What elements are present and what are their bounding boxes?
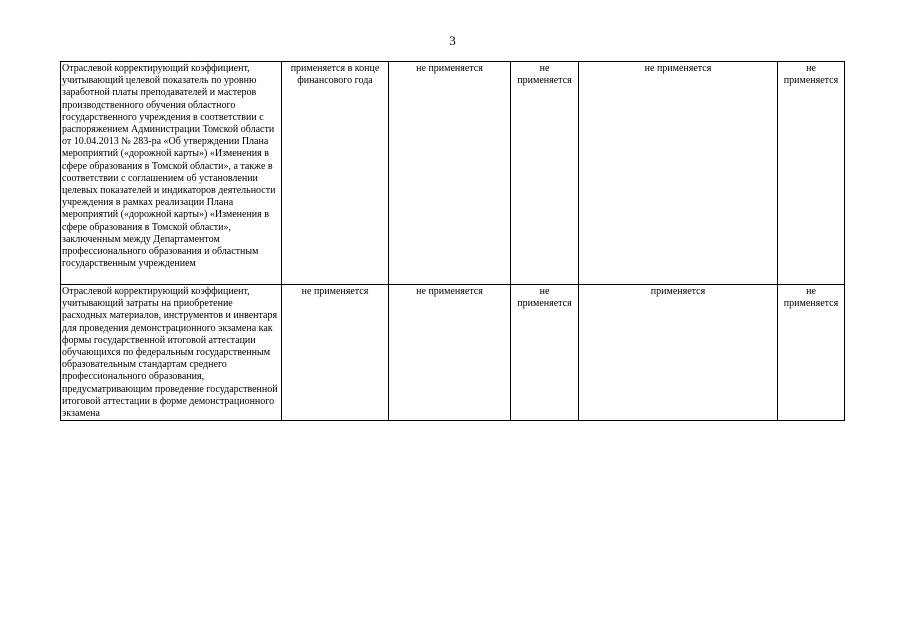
table-cell: не применяется	[778, 62, 845, 285]
table-cell: не применяется	[511, 62, 579, 285]
table-row	[61, 285, 845, 421]
table-cell: применяется в конце финансового года	[282, 62, 389, 285]
coefficients-table	[60, 61, 845, 421]
coefficient-description: Отраслевой корректирующий коэффициент, учитывающий затраты на приобретение расходных материалов, инструментов и инвентаря для проведения демонстрационного экзамена как формы государственной итоговой аттестации обучающихся по федеральным государственным образовательным стандартам среднего профессионального образования, предусматривающим проведение государственной итоговой аттестации в форме демонстрационного экзамена	[61, 285, 282, 421]
table-cell: применяется	[579, 285, 778, 421]
table-cell: не применяется	[389, 62, 511, 285]
table-cell: не применяется	[282, 285, 389, 421]
table-cell: не применяется	[579, 62, 778, 285]
table-cell: не применяется	[389, 285, 511, 421]
table-row	[61, 62, 845, 285]
table-cell: не применяется	[511, 285, 579, 421]
coefficient-description: Отраслевой корректирующий коэффициент, учитывающий целевой показатель по уровню заработной платы преподавателей и мастеров производственного обучения областного государственного учреждения в соответствии с распоряжением Администрации Томской области от 10.04.2013 № 283-ра «Об утверждении Плана мероприятий («дорожной карты») «Изменения в сфере образования в Томской области», а также в соответствии с соглашением об установлении целевых показателей и индикаторов деятельности учреждения в рамках реализации Плана мероприятий («дорожной карты») «Изменения в сфере образования в Томской области», заключенным между Департаментом профессионального образования и областным государственным учреждением	[61, 62, 282, 285]
page-number: 3	[449, 33, 456, 48]
table-cell: не применяется	[778, 285, 845, 421]
